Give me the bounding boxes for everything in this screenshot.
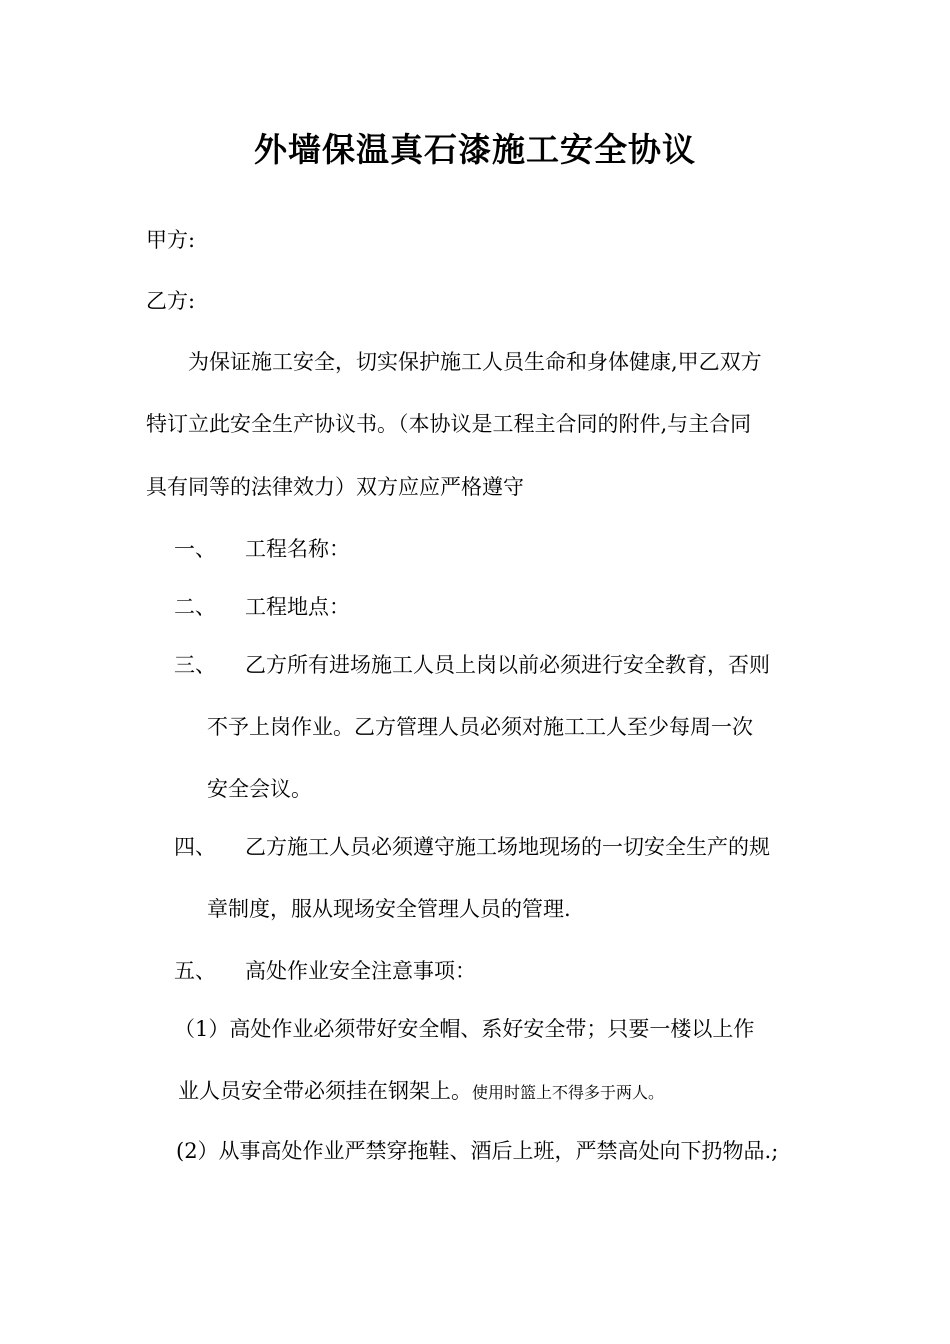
sub-item-2-line-1: (2）从事高处作业严禁穿拖鞋、酒后上班，严禁高处向下扔物品.; (176, 1139, 779, 1163)
item-4-line-2: 章制度，服从现场安全管理人员的管理. (207, 897, 571, 921)
item-number-2: 二、 (174, 595, 216, 619)
item-1-line-1: 工程名称： (245, 537, 350, 561)
document-title: 外墙保温真石漆施工安全协议 (254, 130, 696, 169)
item-number-1: 一、 (174, 537, 216, 561)
item-3-line-1: 乙方所有进场施工人员上岗以前必须进行安全教育，否则 (245, 653, 770, 677)
item-2-line-1: 工程地点： (245, 595, 350, 619)
item-number-4: 四、 (174, 835, 216, 859)
party-b-label: 乙方: (146, 289, 196, 313)
party-a-label: 甲方: (146, 228, 196, 252)
item-3-line-2: 不予上岗作业。乙方管理人员必须对施工工人至少每周一次 (207, 715, 753, 739)
item-5-line-1: 高处作业安全注意事项： (245, 959, 476, 983)
sub-item-1-line-2-main: 业人员安全带必须挂在钢架上。 (178, 1079, 472, 1103)
intro-line-3: 具有同等的法律效力）双方应应严格遵守 (146, 475, 524, 499)
item-number-3: 三、 (174, 653, 216, 677)
item-3-line-3: 安全会议。 (207, 777, 312, 801)
intro-line-2: 特订立此安全生产协议书。（本协议是工程主合同的附件,与主合同 (146, 412, 752, 436)
item-4-line-1: 乙方施工人员必须遵守施工场地现场的一切安全生产的规 (245, 835, 770, 859)
item-number-5: 五、 (174, 959, 216, 983)
intro-line-1: 为保证施工安全，切实保护施工人员生命和身体健康,甲乙双方 (188, 350, 762, 374)
sub-item-1-line-2 (178, 1076, 664, 1108)
sub-item-1-line-1: （1）高处作业必须带好安全帽、系好安全带；只要一楼以上作 (174, 1017, 755, 1041)
sub-item-1-line-2-small: 使用时篮上不得多于两人。 (472, 1083, 665, 1102)
